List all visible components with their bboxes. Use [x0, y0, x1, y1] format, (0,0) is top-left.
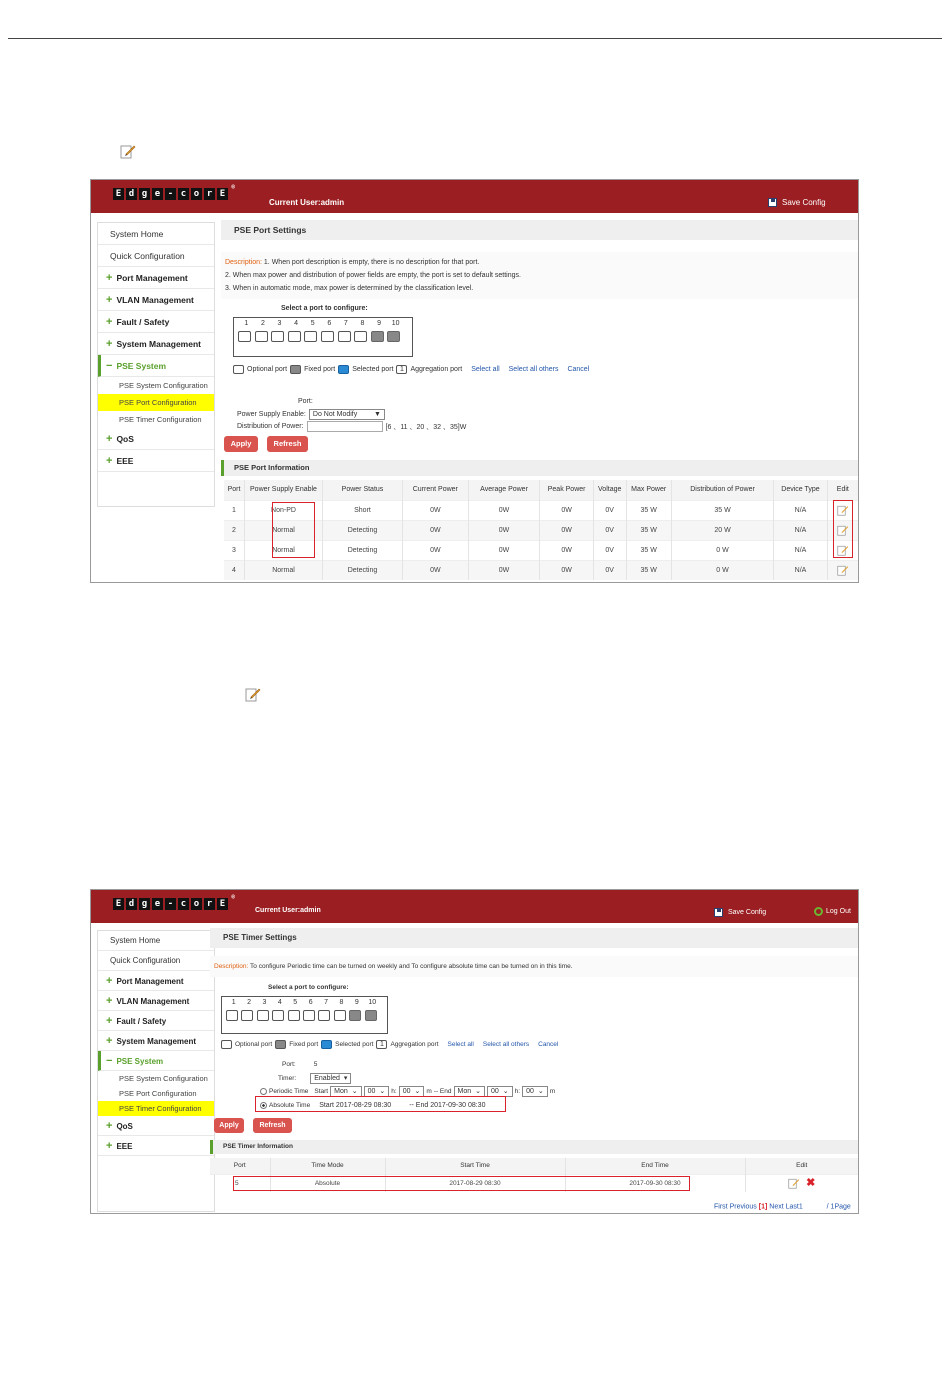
- table-row: 5 Absolute 2017-08-29 08:30 2017-09-30 08:30 ✖: [210, 1174, 858, 1192]
- save-config-button[interactable]: Save Config: [768, 198, 826, 207]
- sidebar-item-eee[interactable]: + EEE: [98, 1136, 214, 1156]
- main-panel: [221, 220, 858, 582]
- current-user: Current User:admin: [255, 907, 321, 914]
- table-row: 2 Normal Detecting 0W 0W 0W 0V 35 W 20 W N/A: [224, 520, 858, 540]
- periodic-start-hour-select[interactable]: 00 ⌄: [364, 1086, 390, 1097]
- optional-port-icon: [221, 1040, 232, 1049]
- pse-timer-info-table: Port Time Mode Start Time End Time Edit 5 Absolute 2017-08-29 08:30 2017-09-30 08:30 ✖: [210, 1158, 858, 1192]
- plus-icon: +: [106, 338, 113, 350]
- pse-port-info-title: PSE Port Information: [221, 460, 858, 476]
- sidebar-item-port-management[interactable]: + Port Management: [98, 971, 214, 991]
- plus-icon: +: [106, 455, 113, 467]
- port-legend: Optional port Fixed port Selected port 1 Aggregation port Select all Select all others Cancel: [233, 365, 589, 374]
- periodic-end-minute-select[interactable]: 00 ⌄: [522, 1086, 548, 1097]
- port-7-icon[interactable]: [318, 1010, 330, 1021]
- aggregation-port-icon: 1: [376, 1040, 387, 1049]
- edit-pencil-icon: [245, 686, 263, 704]
- sidebar-item-pse-system[interactable]: − PSE System: [98, 355, 214, 377]
- cancel-link[interactable]: Cancel: [538, 1041, 559, 1048]
- first-page-link[interactable]: First: [714, 1203, 728, 1211]
- edit-icon[interactable]: [788, 1177, 800, 1189]
- sidebar-item-qos[interactable]: + QoS: [98, 1116, 214, 1136]
- timer-select[interactable]: Enabled ▾: [310, 1073, 351, 1084]
- edit-pencil-icon: [120, 143, 138, 161]
- pagination: [714, 1202, 851, 1211]
- pse-port-info-table: Port Power Supply Enable Power Status Current Power Average Power Peak Power Voltage Max Power Distribution of Power Device Type Edit 1 Non-PD Short 0W 0W 0W 0V 35 W 35 W N/A 2 Normal Detecting 0W 0W 0W 0V 35 W 20 W N/A 3 Normal Detecting 0W 0W 0W 0V 35 W 0 W N/A 4 Normal Detecting 0W 0W 0W 0V 35 W 0 W N/A: [224, 480, 858, 580]
- sidebar-item-system-home[interactable]: System Home: [98, 223, 214, 245]
- sidebar-item-quick-config[interactable]: Quick Configuration: [98, 951, 214, 971]
- plus-icon: +: [106, 272, 113, 284]
- plus-icon: +: [106, 995, 113, 1007]
- highlight-box: [233, 1176, 690, 1191]
- page-title: PSE Port Settings: [221, 220, 858, 240]
- periodic-radio[interactable]: [260, 1088, 267, 1095]
- top-bar: [91, 890, 858, 923]
- sidebar-sub-pse-timer-config[interactable]: PSE Timer Configuration: [98, 1101, 214, 1116]
- plus-icon: +: [106, 1035, 113, 1047]
- port-10-icon[interactable]: [365, 1010, 377, 1021]
- sidebar-sub-pse-system-config[interactable]: PSE System Configuration: [119, 1074, 208, 1083]
- sidebar-sub-pse-timer-config[interactable]: PSE Timer Configuration: [119, 415, 202, 424]
- port-1-icon[interactable]: [238, 331, 251, 342]
- description: Description: To configure Periodic time can be turned on weekly and To configure absolute time can be turned on in this time.: [210, 956, 858, 977]
- periodic-end-hour-select[interactable]: 00 ⌄: [487, 1086, 513, 1097]
- cancel-link[interactable]: Cancel: [567, 366, 590, 373]
- sidebar-item-vlan-management[interactable]: + VLAN Management: [98, 991, 214, 1011]
- periodic-time-row: Periodic Time Start Mon ⌄ 00 ⌄ h: 00 ⌄ m -- End Mon ⌄ 00 ⌄ h: 00 ⌄ m: [260, 1086, 555, 1097]
- sidebar: [97, 222, 215, 507]
- select-all-others-link[interactable]: Select all others: [508, 366, 559, 373]
- power-supply-enable-select[interactable]: Do Not Modify ▼: [309, 409, 385, 420]
- sidebar-item-system-home[interactable]: System Home: [98, 931, 214, 951]
- top-bar: [91, 180, 858, 213]
- sidebar-item-system-management[interactable]: + System Management: [98, 1031, 214, 1051]
- port-3-icon[interactable]: [257, 1010, 269, 1021]
- absolute-time-row: Absolute Time Start 2017-08-29 08:30 -- End 2017-09-30 08:30: [260, 1100, 488, 1111]
- previous-page-link[interactable]: Previous: [729, 1203, 757, 1211]
- port-5-icon[interactable]: [288, 1010, 300, 1021]
- port-1-icon[interactable]: [226, 1010, 238, 1021]
- sidebar-item-qos[interactable]: + QoS: [98, 428, 214, 450]
- port-4-icon[interactable]: [288, 331, 301, 342]
- table-row: 1 Non-PD Short 0W 0W 0W 0V 35 W 35 W N/A: [224, 500, 858, 520]
- select-all-others-link[interactable]: Select all others: [482, 1041, 530, 1048]
- timer-row: Timer: Enabled ▾: [278, 1073, 351, 1084]
- page-title: PSE Timer Settings: [210, 928, 858, 948]
- port-8-icon[interactable]: [334, 1010, 346, 1021]
- absolute-end-input[interactable]: -- End 2017-09-30 08:30: [406, 1100, 488, 1111]
- select-all-link[interactable]: Select all: [447, 1041, 474, 1048]
- pse-timer-settings-screenshot: [90, 889, 859, 1214]
- plus-icon: +: [106, 975, 113, 987]
- sidebar-sub-pse-system-config[interactable]: PSE System Configuration: [119, 381, 208, 390]
- sidebar: [97, 930, 215, 1212]
- port-8-icon[interactable]: [354, 331, 367, 342]
- sidebar-item-pse-system[interactable]: − PSE System: [98, 1051, 214, 1071]
- power-icon: [814, 907, 823, 916]
- refresh-button[interactable]: Refresh: [253, 1118, 292, 1133]
- pse-port-settings-screenshot: [90, 179, 859, 583]
- absolute-start-input[interactable]: Start 2017-08-29 08:30: [316, 1100, 404, 1111]
- port-2-icon[interactable]: [241, 1010, 253, 1021]
- save-config-button[interactable]: Save Config: [714, 908, 766, 917]
- main-panel: [210, 928, 858, 1213]
- plus-icon: +: [106, 1140, 113, 1152]
- logout-button[interactable]: Log Out: [814, 907, 851, 916]
- highlight-box: [272, 502, 315, 558]
- current-user: Current User:admin: [269, 198, 345, 207]
- distribution-of-power-row: Distribution of Power: [6 、11 、20 、32 、35]W: [237, 423, 467, 431]
- minus-icon: −: [106, 360, 113, 372]
- minus-icon: −: [106, 1055, 113, 1067]
- sidebar-sub-pse-port-config[interactable]: PSE Port Configuration: [98, 394, 214, 411]
- distribution-of-power-input[interactable]: [307, 421, 383, 432]
- plus-icon: +: [106, 316, 113, 328]
- edgecore-logo: E d g e - c o r E ®: [113, 188, 228, 200]
- highlight-box: [255, 1096, 506, 1112]
- plus-icon: +: [106, 1015, 113, 1027]
- table-row: 4 Normal Detecting 0W 0W 0W 0V 35 W 0 W N/A: [224, 560, 858, 580]
- port-label: Port:: [298, 398, 313, 405]
- page-jump-input[interactable]: [805, 1202, 825, 1211]
- select-port-caption: Select a port to configure:: [268, 984, 349, 991]
- sidebar-item-vlan-management[interactable]: + VLAN Management: [98, 289, 214, 311]
- apply-button[interactable]: Apply: [224, 436, 258, 452]
- table-row: 3 Normal Detecting 0W 0W 0W 0V 35 W 0 W N/A: [224, 540, 858, 560]
- sidebar-item-eee[interactable]: + EEE: [98, 450, 214, 472]
- select-port-caption: Select a port to configure:: [281, 305, 368, 312]
- sidebar-item-fault-safety[interactable]: + Fault / Safety: [98, 311, 214, 333]
- port-7-icon[interactable]: [338, 331, 351, 342]
- port-selector: 1 2 3 4 5 6 7 8 9 10: [221, 996, 388, 1034]
- highlight-box: [833, 500, 853, 558]
- next-page-link[interactable]: Next: [769, 1203, 784, 1211]
- pse-timer-info-title: PSE Timer Information: [210, 1140, 858, 1154]
- power-supply-enable-row: Power Supply Enable: Do Not Modify ▼: [237, 409, 385, 420]
- port-row: Port: 5: [282, 1061, 318, 1068]
- port-6-icon[interactable]: [321, 331, 334, 342]
- port-9-icon[interactable]: [349, 1010, 361, 1021]
- edgecore-logo: E d g e - c o r E ®: [113, 898, 228, 910]
- edit-icon[interactable]: [827, 560, 858, 580]
- selected-port-icon: [321, 1040, 332, 1049]
- fixed-port-icon: [275, 1040, 286, 1049]
- plus-icon: +: [106, 1120, 113, 1132]
- selected-port-icon: [338, 365, 349, 374]
- sidebar-item-system-management[interactable]: + System Management: [98, 333, 214, 355]
- delete-icon[interactable]: ✖: [806, 1177, 816, 1189]
- port-3-icon[interactable]: [271, 331, 284, 342]
- current-page: [1]: [758, 1203, 768, 1211]
- port-6-icon[interactable]: [303, 1010, 315, 1021]
- plus-icon: +: [106, 294, 113, 306]
- refresh-button[interactable]: Refresh: [267, 436, 308, 452]
- description: Description: 1. When port description is empty, there is no description for that port. 2. When max power and distribution of power fields are empty, the port is set to default settings. 3. When in automatic mode, max power is determined by the classification level.: [221, 252, 858, 299]
- sidebar-item-fault-safety[interactable]: + Fault / Safety: [98, 1011, 214, 1031]
- periodic-start-minute-select[interactable]: 00 ⌄: [399, 1086, 425, 1097]
- page-divider: [8, 38, 942, 39]
- sidebar-item-quick-config[interactable]: Quick Configuration: [98, 245, 214, 267]
- port-5-icon[interactable]: [304, 331, 317, 342]
- port-selector: 1 2 3 4 5 6 7 8 9 10: [233, 317, 413, 357]
- select-all-link[interactable]: Select all: [471, 366, 500, 373]
- sidebar-item-port-management[interactable]: + Port Management: [98, 267, 214, 289]
- periodic-start-day-select[interactable]: Mon ⌄: [330, 1086, 362, 1097]
- port-10-icon[interactable]: [387, 331, 400, 342]
- fixed-port-icon: [290, 365, 301, 374]
- last-page-link[interactable]: Last1: [785, 1203, 803, 1211]
- periodic-end-day-select[interactable]: Mon ⌄: [454, 1086, 486, 1097]
- total-pages: / 1Page: [826, 1203, 851, 1211]
- save-icon: [714, 908, 723, 917]
- optional-port-icon: [233, 365, 244, 374]
- save-icon: [768, 198, 777, 207]
- port-legend: Optional port Fixed port Selected port 1 Aggregation port Select all Select all others Cancel: [221, 1040, 558, 1049]
- sidebar-sub-pse-port-config[interactable]: PSE Port Configuration: [119, 1089, 197, 1098]
- port-4-icon[interactable]: [272, 1010, 284, 1021]
- plus-icon: +: [106, 433, 113, 445]
- port-2-icon[interactable]: [255, 331, 268, 342]
- aggregation-port-icon: 1: [396, 365, 407, 374]
- apply-button[interactable]: Apply: [214, 1118, 244, 1133]
- port-9-icon[interactable]: [371, 331, 384, 342]
